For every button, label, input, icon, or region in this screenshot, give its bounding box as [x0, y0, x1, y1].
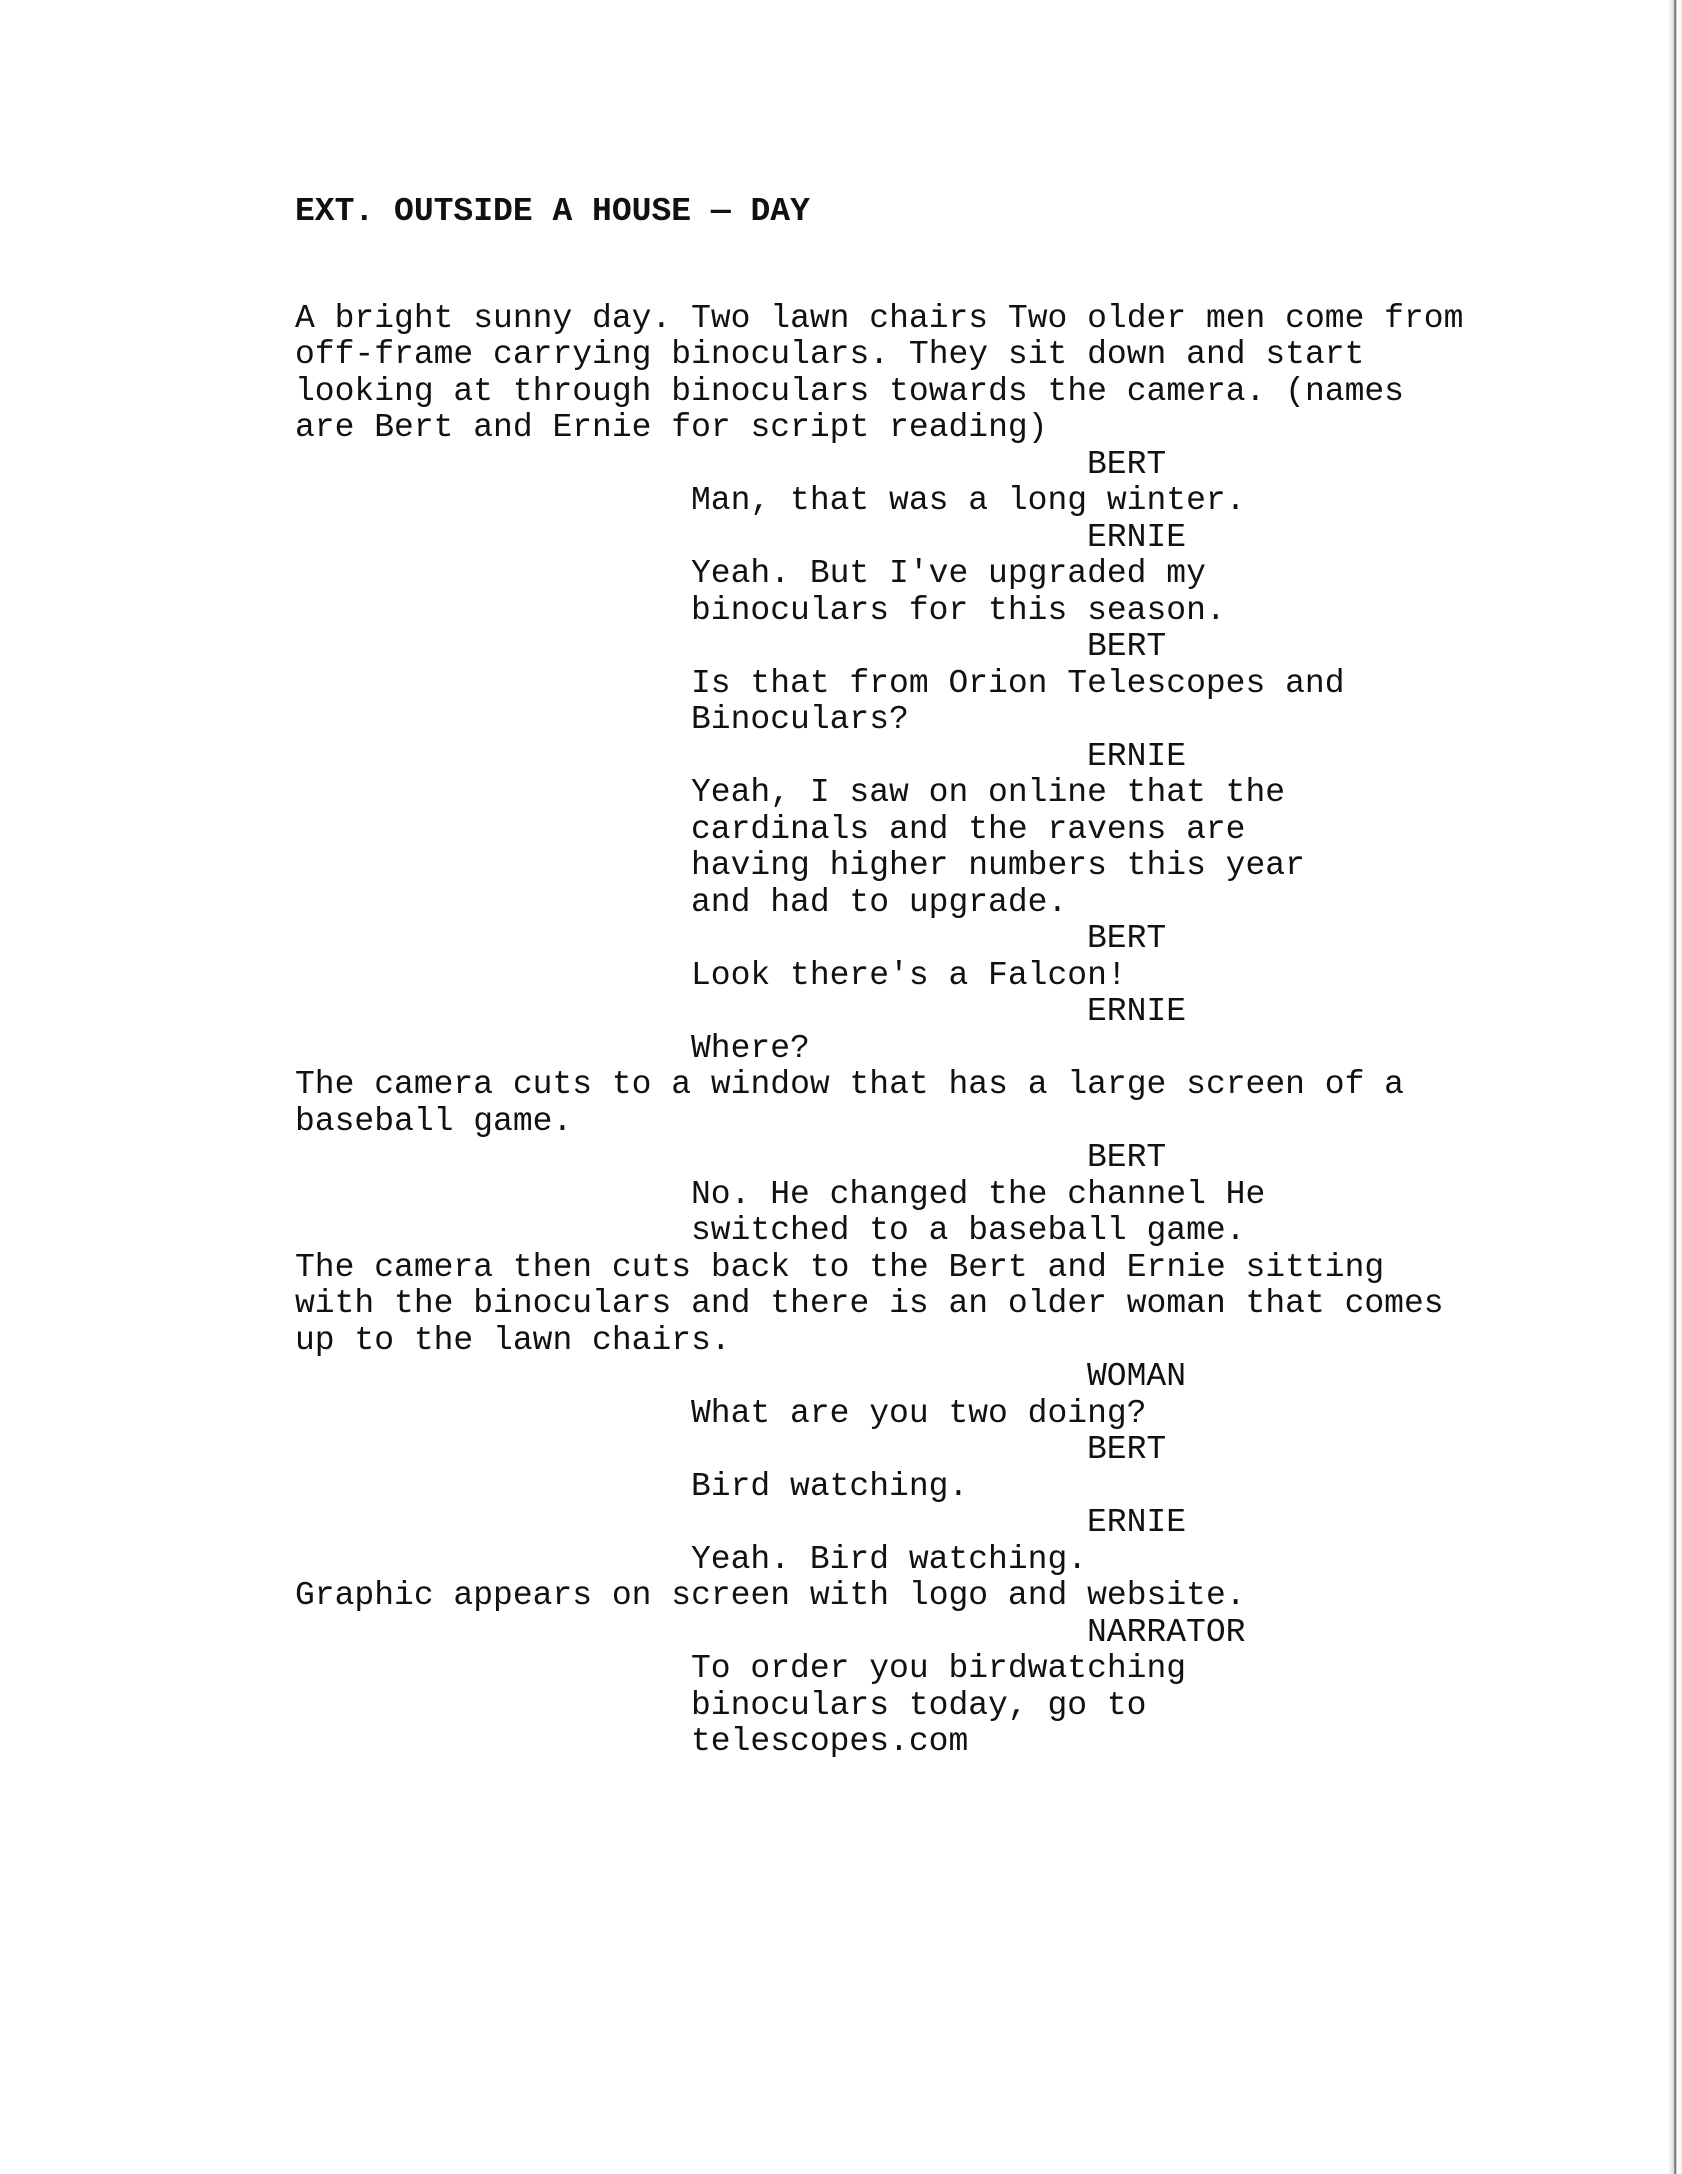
- action-line: A bright sunny day. Two lawn chairs Two older men come from: [295, 299, 1464, 337]
- character-line: BERT: [1087, 628, 1167, 665]
- dialogue-line: cardinals and the ravens are: [691, 810, 1246, 848]
- dialogue-line: Binoculars?: [691, 701, 909, 738]
- character-block: [295, 1359, 1595, 1396]
- action-line: up to the lawn chairs.: [295, 1321, 731, 1359]
- character-block: [295, 921, 1595, 958]
- dialogue-line: Man, that was a long winter.: [691, 482, 1246, 519]
- dialogue-line: No. He changed the channel He: [691, 1175, 1266, 1213]
- dialogue-line: Yeah, I saw on online that the: [691, 774, 1286, 811]
- dialogue-line: Is that from Orion Telescopes and: [691, 664, 1345, 702]
- character-line: NARRATOR: [1087, 1613, 1246, 1651]
- dialogue-line: Bird watching.: [691, 1467, 969, 1505]
- character-line: BERT: [1087, 445, 1167, 483]
- dialogue-line: and had to upgrade.: [691, 883, 1068, 921]
- action-line: Graphic appears on screen with logo and website.: [295, 1577, 1246, 1614]
- action-line: The camera cuts to a window that has a large screen of a: [295, 1066, 1404, 1103]
- character-block: [295, 1615, 1595, 1652]
- dialogue-block: [295, 1651, 1595, 1761]
- character-block: [295, 1432, 1595, 1469]
- scene-elements: [295, 301, 1595, 1761]
- character-block: [295, 994, 1595, 1031]
- action-line: looking at through binoculars towards the camera. (names: [295, 372, 1404, 410]
- scene-heading: EXT. OUTSIDE A HOUSE — DAY: [295, 193, 810, 230]
- action-line: baseball game.: [295, 1102, 573, 1140]
- character-block: [295, 739, 1595, 776]
- dialogue-line: switched to a baseball game.: [691, 1212, 1246, 1249]
- action-line: are Bert and Ernie for script reading): [295, 409, 1048, 446]
- dialogue-block: [295, 483, 1595, 520]
- dialogue-line: Where?: [691, 1029, 810, 1067]
- character-line: WOMAN: [1087, 1358, 1187, 1395]
- dialogue-block: [295, 1469, 1595, 1506]
- character-line: ERNIE: [1087, 518, 1187, 556]
- dialogue-line: binoculars today, go to: [691, 1686, 1147, 1724]
- dialogue-line: What are you two doing?: [691, 1394, 1147, 1432]
- character-line: ERNIE: [1087, 993, 1187, 1030]
- action-block: [295, 301, 1595, 447]
- action-line: off-frame carrying binoculars. They sit down and start: [295, 336, 1365, 373]
- action-block: [295, 1250, 1595, 1360]
- character-block: [295, 1140, 1595, 1177]
- character-line: BERT: [1087, 920, 1167, 957]
- dialogue-line: binoculars for this season.: [691, 591, 1226, 629]
- dialogue-line: Yeah. Bird watching.: [691, 1540, 1088, 1578]
- dialogue-block: [295, 1542, 1595, 1579]
- dialogue-block: [295, 958, 1595, 995]
- character-block: [295, 629, 1595, 666]
- character-line: BERT: [1087, 1431, 1167, 1468]
- action-line: with the binoculars and there is an older woman that comes: [295, 1285, 1444, 1322]
- character-block: [295, 1505, 1595, 1542]
- character-block: [295, 447, 1595, 484]
- dialogue-line: To order you birdwatching: [691, 1650, 1187, 1687]
- dialogue-block: [295, 666, 1595, 739]
- dialogue-block: [295, 775, 1595, 921]
- character-line: BERT: [1087, 1139, 1167, 1176]
- character-line: ERNIE: [1087, 1504, 1187, 1541]
- dialogue-block: [295, 1031, 1595, 1068]
- action-block: [295, 1578, 1595, 1615]
- screenplay-body: [295, 194, 1595, 1761]
- action-line: The camera then cuts back to the Bert and Ernie sitting: [295, 1248, 1385, 1286]
- dialogue-line: telescopes.com: [691, 1723, 969, 1760]
- action-block: [295, 1067, 1595, 1140]
- dialogue-line: having higher numbers this year: [691, 847, 1305, 884]
- dialogue-line: Yeah. But I've upgraded my: [691, 555, 1206, 592]
- dialogue-line: Look there's a Falcon!: [691, 956, 1127, 994]
- dialogue-block: [295, 556, 1595, 629]
- dialogue-block: [295, 1396, 1595, 1433]
- dialogue-block: [295, 1177, 1595, 1250]
- page-edge: [1668, 0, 1682, 2174]
- character-block: [295, 520, 1595, 557]
- character-line: ERNIE: [1087, 737, 1187, 775]
